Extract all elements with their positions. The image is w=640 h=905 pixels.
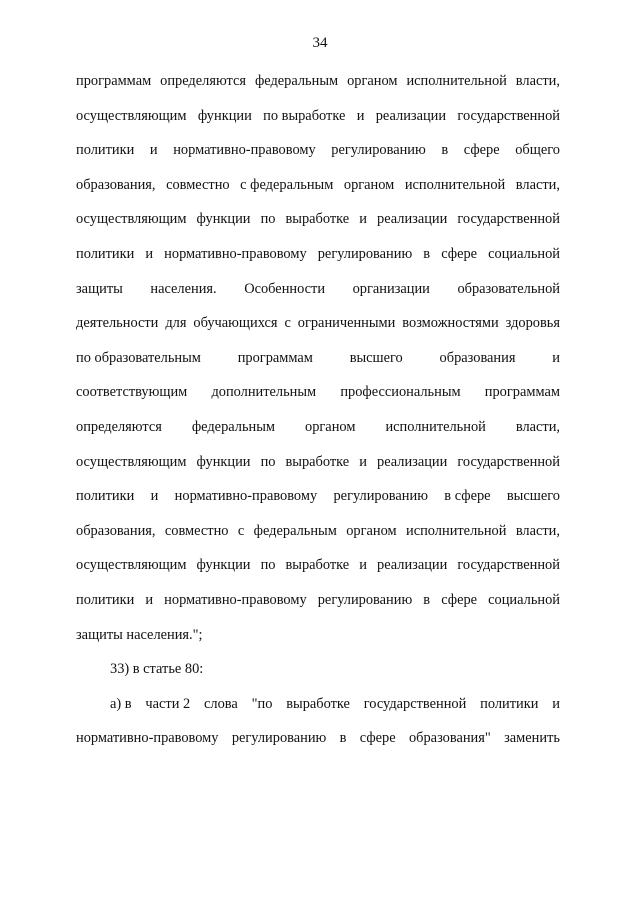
text-word: здоровья — [505, 315, 560, 332]
text-word: исполнительной — [385, 418, 486, 435]
text-word: заменить — [504, 730, 560, 747]
text-word: исполнительной — [406, 522, 507, 539]
text-line — [76, 556, 560, 591]
text-line — [76, 522, 560, 557]
text-word: выработке — [285, 453, 350, 470]
text-word: образовательной — [457, 280, 560, 297]
text-word: и — [145, 591, 154, 608]
text-word: с — [284, 315, 291, 332]
text-word: образования, — [76, 176, 156, 193]
text-word: органом — [347, 73, 398, 89]
text-word: реализации — [377, 453, 448, 470]
text-word: реализации — [375, 107, 447, 124]
text-word: и — [359, 557, 367, 574]
text-word: осуществляющим — [76, 453, 187, 470]
text-line — [76, 591, 560, 626]
text-word: регулированию — [333, 488, 428, 505]
text-word: органом — [346, 522, 397, 539]
text-word: государственной — [457, 211, 560, 228]
text-word: государственной — [457, 107, 560, 124]
text-word: федеральным — [191, 418, 276, 435]
text-line — [76, 141, 560, 176]
text-word: сфере — [441, 245, 478, 262]
text-word: федеральным — [253, 522, 337, 539]
text-word: нормативно-правовому — [76, 730, 219, 747]
text-word: защиты — [76, 280, 123, 297]
text-word: регулированию — [331, 142, 426, 159]
text-word: регулированию — [317, 591, 413, 608]
document-body — [76, 72, 560, 764]
text-line — [76, 695, 560, 730]
text-line — [76, 72, 560, 107]
text-line — [76, 660, 560, 695]
text-word: совместно — [164, 522, 229, 539]
text-word: политики — [76, 245, 135, 262]
text-word: и — [552, 695, 560, 712]
text-word: выработке — [285, 557, 350, 574]
text-word: соответствующим — [76, 384, 188, 401]
text-word: в сфере — [444, 488, 491, 505]
text-word: власти, — [515, 73, 560, 89]
text-word: программам — [237, 349, 313, 366]
text-word: и — [359, 453, 367, 470]
text-word: регулированию — [231, 730, 327, 747]
text-word: сфере — [441, 591, 478, 608]
text-word: деятельности — [76, 315, 159, 332]
text-word: выработке — [285, 211, 350, 228]
text-word: а) в — [110, 695, 132, 712]
text-word: образования, — [76, 522, 156, 539]
text-line — [76, 626, 560, 661]
text-word: определяются — [76, 418, 162, 435]
text-word: для — [165, 315, 187, 332]
text-word: общего — [515, 142, 560, 159]
text-word: государственной — [457, 453, 560, 470]
text-word: выработке — [286, 695, 350, 712]
text-word: в — [339, 730, 347, 747]
text-word: регулированию — [317, 245, 413, 262]
text-word: социальной — [488, 591, 560, 608]
text-word: функции — [197, 107, 252, 124]
text-word: и — [150, 488, 159, 505]
text-word: слова — [204, 695, 238, 712]
text-word: нормативно-правовому — [174, 488, 318, 505]
text-word: федеральным — [254, 73, 339, 89]
text-word: образования — [439, 349, 516, 366]
text-word: по — [260, 453, 276, 470]
text-word: в — [423, 591, 431, 608]
text-line — [76, 729, 560, 764]
text-word: программам — [484, 384, 560, 401]
text-line — [76, 210, 560, 245]
text-word: осуществляющим — [76, 557, 187, 574]
text-word: дополнительным — [211, 384, 317, 401]
text-word: образования" — [408, 730, 491, 747]
text-word: "по — [251, 695, 273, 712]
text-word: по — [260, 557, 276, 574]
text-word: органом — [343, 176, 395, 193]
text-line — [76, 245, 560, 280]
text-line — [76, 314, 560, 349]
text-word: с федеральным — [240, 176, 334, 193]
text-line — [76, 176, 560, 211]
text-word: по выработке — [263, 107, 346, 124]
text-word: власти, — [515, 418, 560, 435]
text-word: политики — [480, 695, 539, 712]
text-word: с — [237, 522, 245, 539]
text-word: и — [149, 142, 158, 159]
text-word: нормативно-правовому — [164, 245, 307, 262]
text-word: социальной — [488, 245, 560, 262]
text-word: возможностями — [402, 315, 499, 332]
text-word: высшего — [506, 488, 560, 505]
text-line — [76, 453, 560, 488]
text-line — [76, 418, 560, 453]
text-word: нормативно-правовому — [173, 142, 316, 159]
text-word: организации — [352, 280, 430, 297]
text-word: государственной — [457, 557, 560, 574]
text-line — [76, 280, 560, 315]
text-word: и — [359, 211, 367, 228]
text-word: реализации — [377, 211, 448, 228]
text-word: функции — [196, 557, 251, 574]
text-word: совместно — [166, 176, 230, 193]
text-word: исполнительной — [406, 73, 507, 89]
text-line — [76, 487, 560, 522]
text-word: ограниченными — [297, 315, 396, 332]
text-word: в — [423, 245, 431, 262]
text-word: политики — [76, 488, 135, 505]
text-word: органом — [305, 418, 356, 435]
text-word: 33) в статье 80: — [110, 661, 204, 678]
text-word: по — [260, 211, 276, 228]
text-word: функции — [196, 211, 251, 228]
text-word: осуществляющим — [76, 211, 187, 228]
text-word: политики — [76, 591, 135, 608]
text-word: нормативно-правовому — [164, 591, 307, 608]
text-word: части 2 — [145, 695, 191, 712]
text-word: исполнительной — [404, 176, 506, 193]
text-line — [76, 349, 560, 384]
text-word: высшего — [349, 349, 403, 366]
text-word: и — [145, 245, 154, 262]
text-word: и — [552, 349, 560, 366]
text-word: и — [356, 107, 365, 124]
text-word: обучающихся — [193, 315, 278, 332]
page-number: 34 — [312, 35, 328, 51]
text-line — [76, 107, 560, 142]
text-word: по образовательным — [76, 349, 201, 366]
text-word: определяются — [160, 73, 246, 89]
text-word: в — [441, 142, 449, 159]
text-word: реализации — [377, 557, 448, 574]
text-word: политики — [76, 142, 135, 159]
text-word: сфере — [359, 730, 396, 747]
text-word: защиты населения."; — [76, 626, 203, 643]
text-word: сфере — [463, 142, 500, 159]
text-word: профессиональным — [340, 384, 461, 401]
text-word: функции — [196, 453, 251, 470]
text-word: власти, — [515, 176, 560, 193]
text-word: власти, — [515, 522, 560, 539]
text-word: Особенности — [244, 280, 326, 297]
text-word: населения. — [150, 280, 217, 297]
text-word: осуществляющим — [76, 107, 187, 124]
text-word: программам — [76, 73, 152, 89]
text-line — [76, 383, 560, 418]
text-word: государственной — [363, 695, 467, 712]
